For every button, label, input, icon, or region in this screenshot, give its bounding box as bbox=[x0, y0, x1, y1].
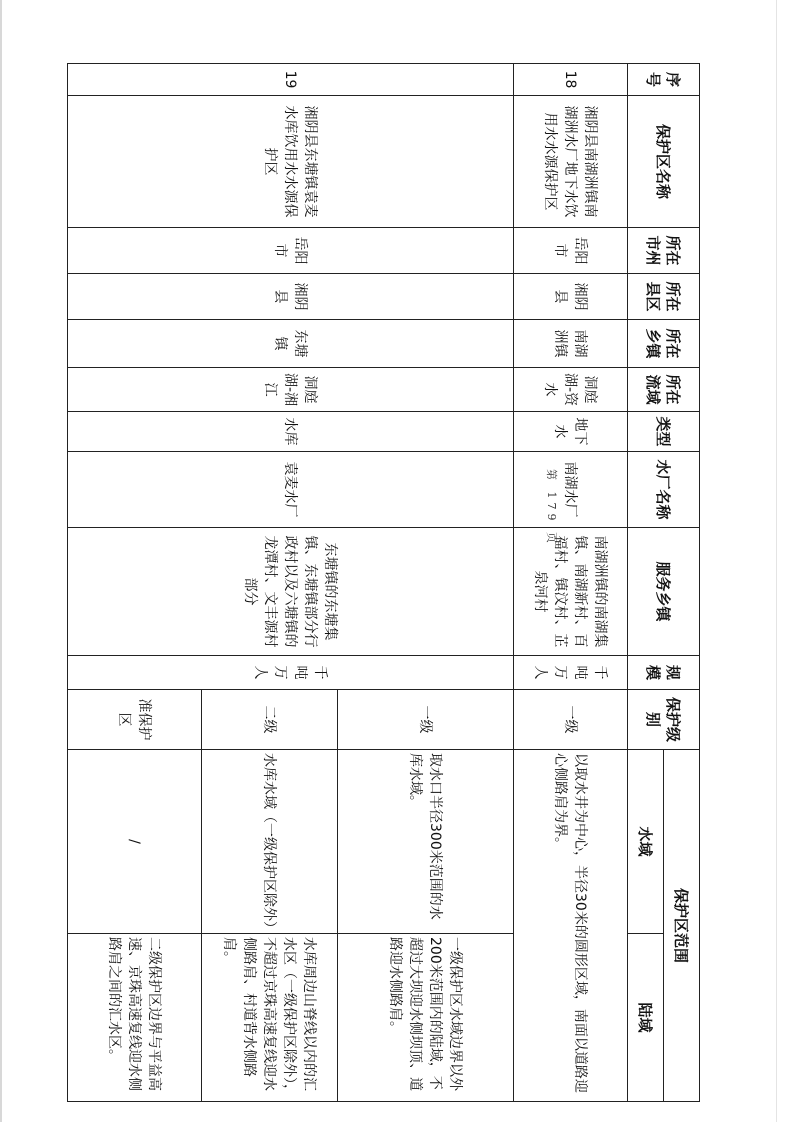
header-seq: 序号 bbox=[628, 64, 700, 96]
row19-level-1: 一级 bbox=[338, 690, 514, 750]
row19-level-2-water: 水库水域（一级保护区除外） bbox=[202, 750, 338, 934]
row19-level-1-water: 取水口半径300米范围的水库水域。 bbox=[338, 750, 514, 934]
row18-county: 湘阴县 bbox=[514, 274, 628, 320]
row19-level-1-land: 一级保护区水域边界以外200米范围内的陆域，不超过大坝迎水侧坝顶、道路迎水侧路肩。 bbox=[338, 934, 514, 1102]
row18-plant: 南湖水厂 bbox=[514, 452, 628, 528]
row19-town: 东塘镇 bbox=[68, 320, 514, 368]
row19-type: 水库 bbox=[68, 412, 514, 452]
header-range: 保护区范围 bbox=[664, 750, 700, 1102]
table-row-18 bbox=[514, 64, 628, 1102]
row18-city: 岳阳市 bbox=[514, 228, 628, 274]
row19-plant: 袁麦水厂 bbox=[68, 452, 514, 528]
row19-service: 东塘镇的东塘集镇、东塘镇部分行政村以及六塘镇的龙潭村、文丰源村部分 bbox=[68, 528, 514, 656]
row19-scale: 千吨万人 bbox=[68, 656, 514, 690]
row18-range: 以取水井为中心，半径30米的圆形区域，南面以道路迎心侧路肩为界。 bbox=[514, 750, 628, 1102]
row19-county: 湘阴县 bbox=[68, 274, 514, 320]
row19-seq: 19 bbox=[68, 64, 514, 96]
row19-level-3: 准保护区 bbox=[68, 690, 202, 750]
header-land: 陆域 bbox=[628, 934, 664, 1102]
header-service: 服务乡镇 bbox=[628, 528, 700, 656]
header-type: 类型 bbox=[628, 412, 700, 452]
page-number: 第 179 页 bbox=[545, 469, 558, 547]
header-plant: 水厂名称 bbox=[628, 452, 700, 528]
row19-name: 湘阴县东塘镇袁麦水库饮用水水源保护区 bbox=[68, 96, 514, 228]
scan-left-edge bbox=[0, 0, 2, 1122]
table-rotator bbox=[100, 63, 700, 1105]
row18-seq: 18 bbox=[514, 64, 628, 96]
header-county: 所在县区 bbox=[628, 274, 700, 320]
row19-level-2-land: 水库周边山脊线以内的汇水区（一级保护区除外），不超过京珠高速复线迎水侧路肩、村道背水侧路肩。 bbox=[202, 934, 338, 1102]
water-source-protection-table bbox=[67, 63, 700, 1102]
rotated-table-stage bbox=[100, 63, 700, 1105]
header-town: 所在乡镇 bbox=[628, 320, 700, 368]
row19-level-2: 二级 bbox=[202, 690, 338, 750]
row18-town: 南湖洲镇 bbox=[514, 320, 628, 368]
table-row-19-level-1 bbox=[338, 64, 514, 1102]
scan-right-edge bbox=[776, 0, 777, 1122]
row19-level-3-water: / bbox=[68, 750, 202, 934]
header-city: 所在市州 bbox=[628, 228, 700, 274]
row19-basin: 洞庭湖-湘江 bbox=[68, 368, 514, 412]
row19-city: 岳阳市 bbox=[68, 228, 514, 274]
header-name: 保护区名称 bbox=[628, 96, 700, 228]
row19-level-3-land: 二级保护区边界与平益高速、京珠高速复线迎水侧路肩之间的汇水区。 bbox=[68, 934, 202, 1102]
row18-level: 一级 bbox=[514, 690, 628, 750]
header-level: 保护级别 bbox=[628, 690, 700, 750]
row18-basin: 洞庭湖-资水 bbox=[514, 368, 628, 412]
header-scale: 规模 bbox=[628, 656, 700, 690]
row18-service: 南湖洲镇的南湖集镇、南湖新村、百福村、镇汶村、芷泉河村 bbox=[514, 528, 628, 656]
header-row-1 bbox=[664, 64, 700, 1102]
row18-scale: 千吨万人 bbox=[514, 656, 628, 690]
header-water: 水域 bbox=[628, 750, 664, 934]
row18-name: 湘阴县南湖洲镇南湖洲水厂地下水饮用水水源保护区 bbox=[514, 96, 628, 228]
header-basin: 所在流域 bbox=[628, 368, 700, 412]
row18-type: 地下水 bbox=[514, 412, 628, 452]
